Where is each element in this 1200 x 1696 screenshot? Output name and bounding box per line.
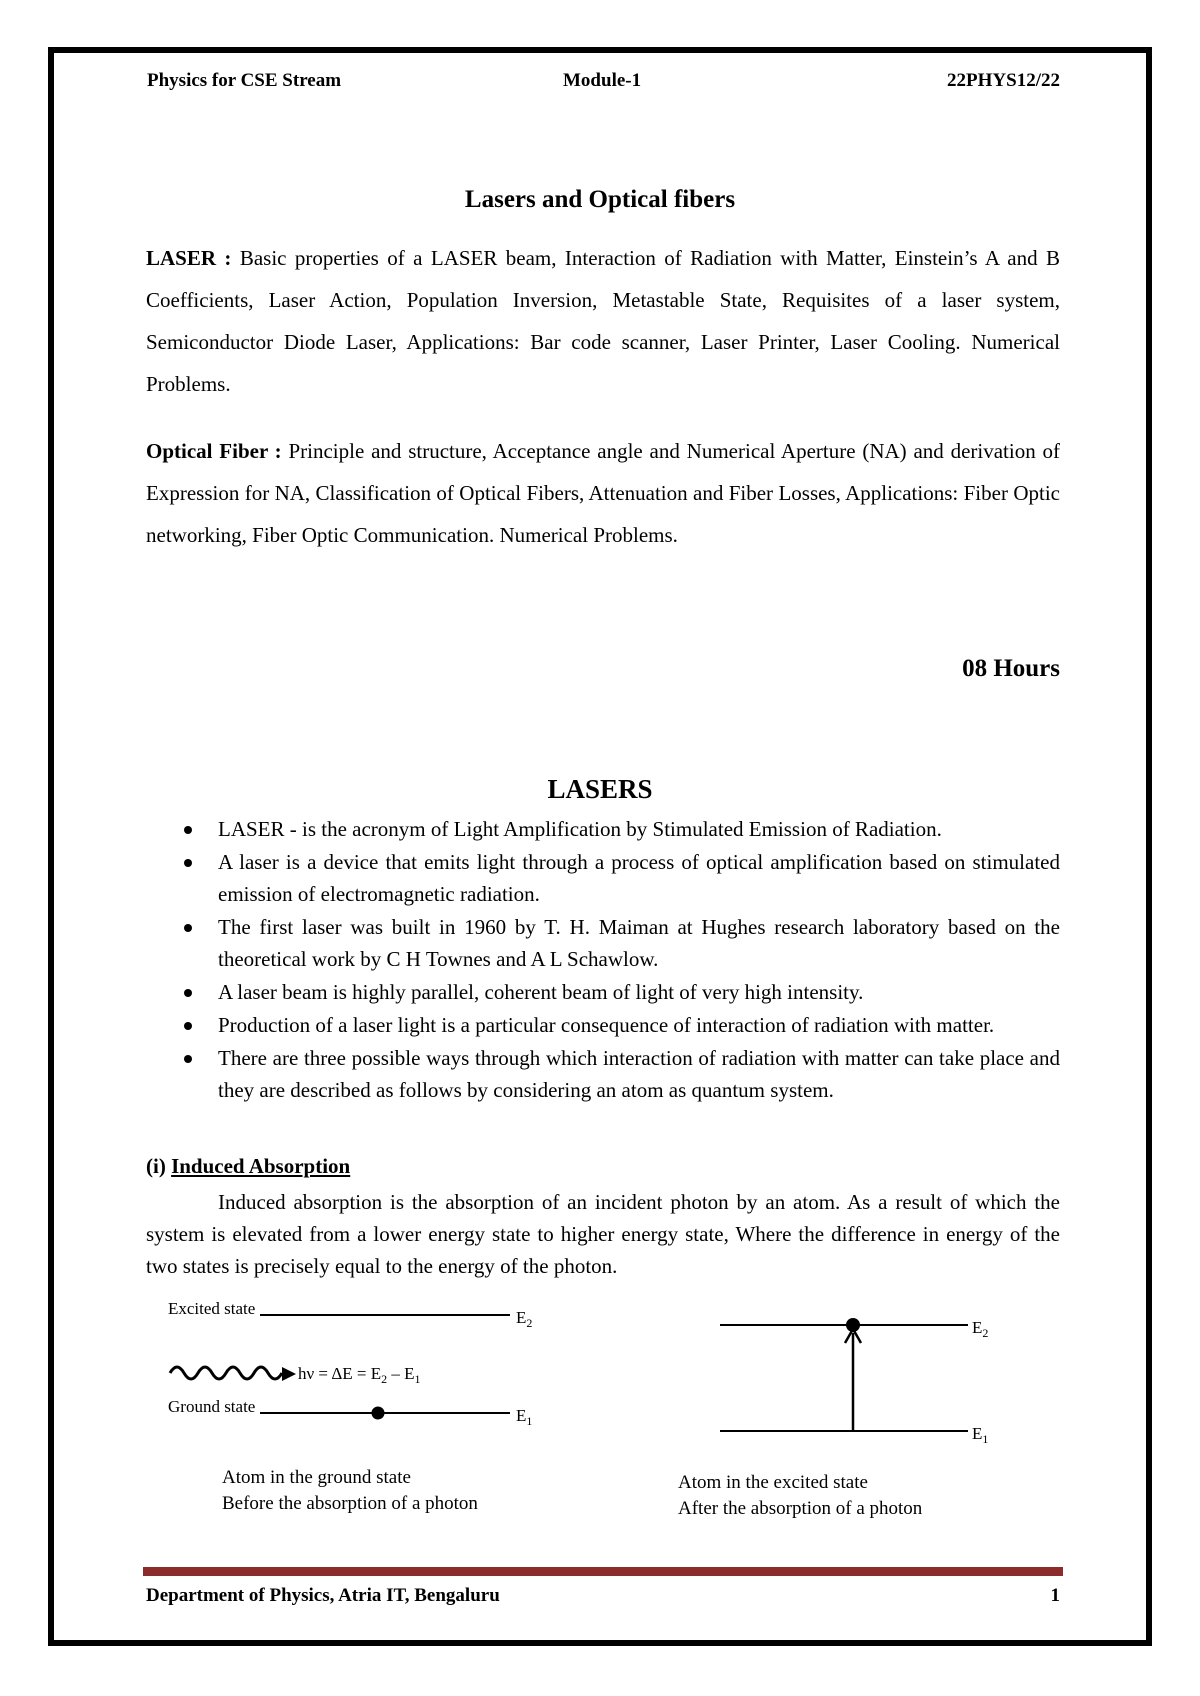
list-item: A laser is a device that emits light through a process of optical amplification based on stimulated emission of electromagnetic radiation.	[218, 846, 1060, 910]
left-diagram-caption	[222, 1465, 478, 1517]
left-caption-line-1: Atom in the ground state	[222, 1467, 411, 1488]
left-caption-line-2: Before the absorption of a photon	[222, 1493, 478, 1514]
photon-wave-icon	[170, 1367, 282, 1379]
photon-arrow-icon	[282, 1367, 296, 1381]
header-left: Physics for CSE Stream	[147, 70, 342, 91]
e1-label: $E_1$	[516, 1406, 533, 1428]
page-number: 1	[1050, 1585, 1060, 1606]
list-item: There are three possible ways through which interaction of radiation with matter can take place and they are described as follows by considering an atom as quantum system.	[218, 1042, 1060, 1106]
photon-energy-equation: $h\nu = \Delta E = E_2 - E_1$	[298, 1364, 421, 1386]
list-item: A laser beam is highly parallel, coherent beam of light of very high intensity.	[218, 976, 1060, 1008]
right-caption-line-2: After the absorption of a photon	[678, 1498, 923, 1519]
fiber-syllabus-label: Optical Fiber :	[146, 439, 282, 463]
lasers-heading: LASERS	[547, 774, 653, 804]
header-right: 22PHYS12/22	[947, 70, 1060, 91]
ground-state-diagram	[160, 1295, 560, 1435]
list-item: LASER - is the acronym of Light Amplification by Stimulated Emission of Radiation.	[218, 813, 1060, 845]
right-diagram-caption	[678, 1470, 922, 1522]
page-title: Lasers and Optical fibers	[464, 186, 736, 213]
laser-syllabus	[146, 237, 1060, 405]
excited-state-diagram	[700, 1305, 1020, 1445]
induced-absorption-text: Induced absorption is the absorption of an incident photon by an atom. As a result of which the system is elevated from a lower energy state to higher energy state, Where the difference in energy of the two states is precisely equal to the energy of the photon.	[146, 1190, 1060, 1278]
induced-absorption-title: Induced Absorption	[171, 1154, 351, 1178]
laser-bullet-list	[218, 813, 1060, 1107]
hours-label: 08 Hours	[962, 655, 1060, 682]
excited-state-label: Excited state	[168, 1299, 256, 1318]
laser-syllabus-text: Basic properties of a LASER beam, Interaction of Radiation with Matter, Einstein’s A and B Coefficients, Laser Action, Population Inversion, Metastable State, Requisites of a laser system, Semiconductor Diode Laser, Applications: Bar code scanner, Laser Printer, Laser Cooling. Numerical Problems.	[146, 246, 1060, 396]
e1-label: $E_1$	[972, 1424, 989, 1445]
footer-divider	[143, 1567, 1063, 1576]
list-item: The first laser was built in 1960 by T. H. Maiman at Hughes research laboratory based on the theoretical work by C H Townes and A L Schawlow.	[218, 911, 1060, 975]
induced-absorption-number: (i)	[146, 1154, 166, 1178]
laser-syllabus-label: LASER :	[146, 246, 232, 270]
atom-dot-icon	[372, 1407, 385, 1420]
header-center: Module-1	[563, 70, 642, 91]
e2-label: $E_2$	[516, 1308, 533, 1330]
e2-label: $E_2$	[972, 1318, 989, 1340]
fiber-syllabus-text: Principle and structure, Acceptance angle and Numerical Aperture (NA) and derivation of Expression for NA, Classification of Optical Fibers, Attenuation and Fiber Losses, Applications: Fiber Optic networking, Fiber Optic Communication. Numerical Problems.	[146, 439, 1060, 547]
right-caption-line-1: Atom in the excited state	[678, 1472, 868, 1493]
list-item: Production of a laser light is a particular consequence of interaction of radiation with matter.	[218, 1009, 1060, 1041]
induced-absorption-heading	[146, 1154, 350, 1179]
ground-state-label: Ground state	[168, 1397, 256, 1416]
atom-dot-icon	[846, 1318, 860, 1332]
fiber-syllabus	[146, 430, 1060, 556]
footer-department: Department of Physics, Atria IT, Bengaluru	[146, 1585, 500, 1606]
